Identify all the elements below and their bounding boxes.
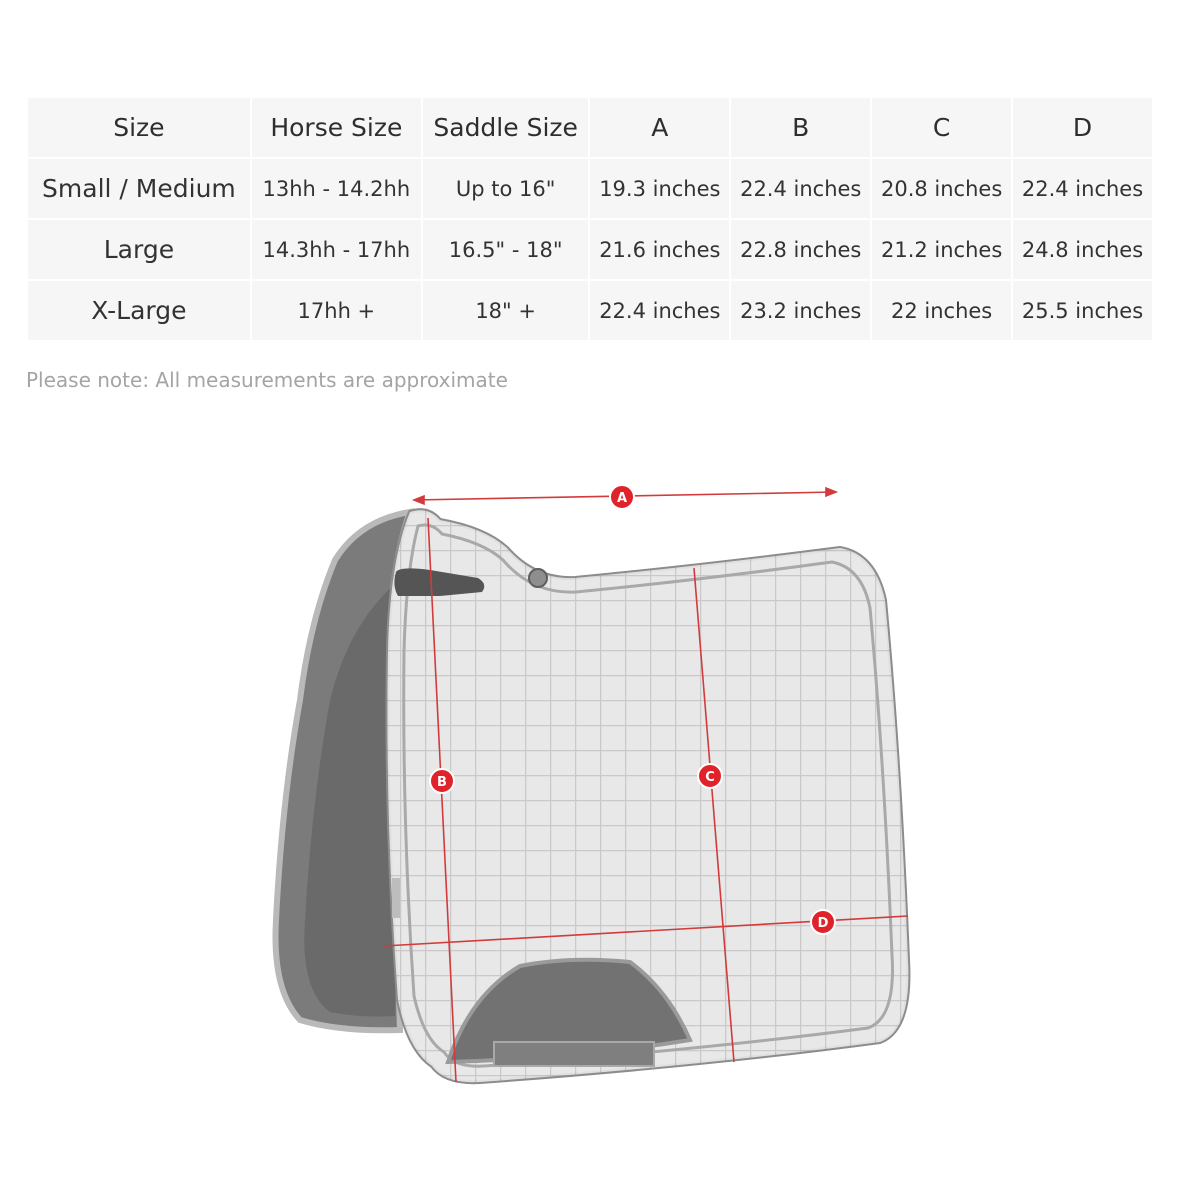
cell-c: 22 inches bbox=[872, 281, 1011, 340]
cell-a: 19.3 inches bbox=[590, 159, 729, 218]
cell-size: Small / Medium bbox=[28, 159, 250, 218]
svg-text:B: B bbox=[437, 775, 447, 790]
marker-b-icon bbox=[430, 769, 454, 793]
cell-horse-size: 14.3hh - 17hh bbox=[252, 220, 421, 279]
header-horse-size: Horse Size bbox=[252, 98, 421, 157]
svg-text:D: D bbox=[817, 916, 829, 931]
cell-b: 22.8 inches bbox=[731, 220, 870, 279]
svg-text:A: A bbox=[616, 491, 628, 506]
measurement-note: Please note: All measurements are approximate bbox=[26, 368, 508, 392]
cell-d: 22.4 inches bbox=[1013, 159, 1152, 218]
cell-horse-size: 13hh - 14.2hh bbox=[252, 159, 421, 218]
cell-size: X-Large bbox=[28, 281, 250, 340]
header-d: D bbox=[1013, 98, 1152, 157]
cell-d: 24.8 inches bbox=[1013, 220, 1152, 279]
cell-d: 25.5 inches bbox=[1013, 281, 1152, 340]
header-c: C bbox=[872, 98, 1011, 157]
header-saddle-size: Saddle Size bbox=[423, 98, 589, 157]
cell-b: 23.2 inches bbox=[731, 281, 870, 340]
cell-saddle-size: Up to 16" bbox=[423, 159, 589, 218]
cell-saddle-size: 16.5" - 18" bbox=[423, 220, 589, 279]
cell-c: 21.2 inches bbox=[872, 220, 1011, 279]
svg-text:C: C bbox=[705, 770, 715, 785]
cell-a: 21.6 inches bbox=[590, 220, 729, 279]
cell-b: 22.4 inches bbox=[731, 159, 870, 218]
header-a: A bbox=[590, 98, 729, 157]
header-b: B bbox=[731, 98, 870, 157]
header-size: Size bbox=[28, 98, 250, 157]
marker-d-icon bbox=[811, 910, 835, 934]
marker-c-icon bbox=[698, 764, 722, 788]
cell-a: 22.4 inches bbox=[590, 281, 729, 340]
cell-saddle-size: 18" + bbox=[423, 281, 589, 340]
cell-horse-size: 17hh + bbox=[252, 281, 421, 340]
cell-size: Large bbox=[28, 220, 250, 279]
marker-a-icon bbox=[610, 485, 634, 509]
cell-c: 20.8 inches bbox=[872, 159, 1011, 218]
